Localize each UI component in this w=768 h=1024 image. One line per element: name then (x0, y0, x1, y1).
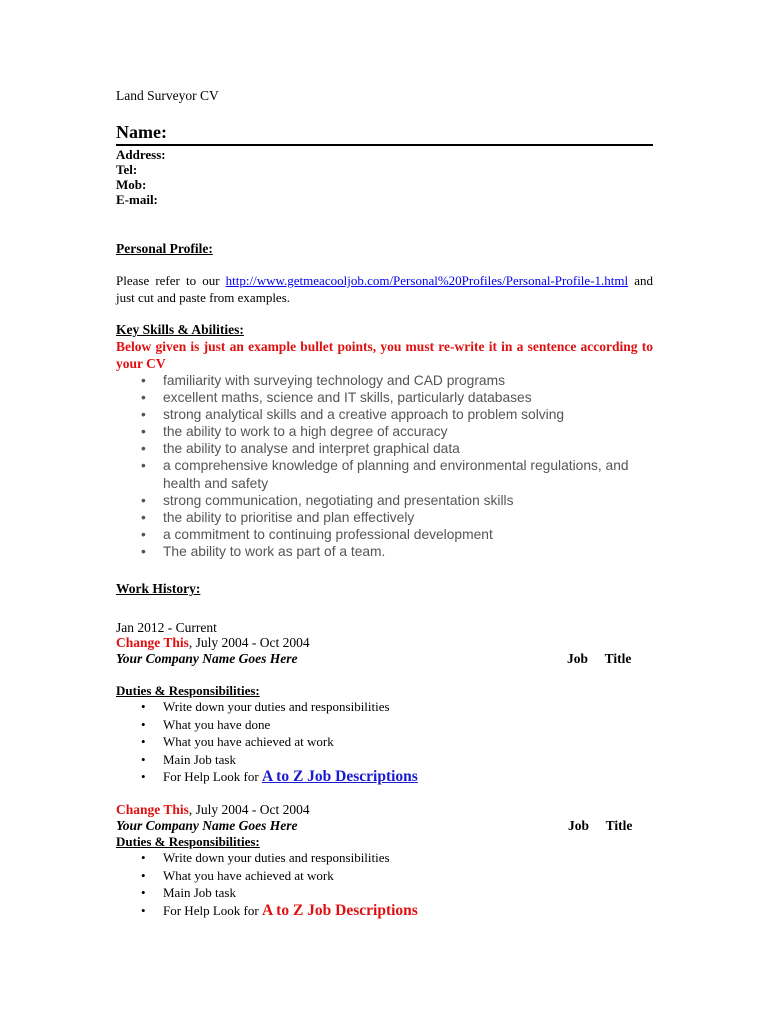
mob-label: Mob: (116, 177, 147, 192)
job1-date-line (116, 635, 310, 651)
skill-item: • the ability to work to a high degree of accuracy (116, 423, 653, 440)
skills-list (116, 372, 653, 560)
duty-item: • Write down your duties and responsibilities (116, 698, 653, 716)
duty-item: • Main Job task (116, 884, 653, 902)
duty-item-help (116, 902, 653, 920)
skill-item: • The ability to work as part of a team. (116, 543, 653, 560)
job2-duties-list (116, 849, 653, 919)
job2-duties-heading: Duties & Responsibilities: (116, 834, 260, 849)
job1-company: Your Company Name Goes Here (116, 651, 298, 666)
skills-warning: Below given is just an example bullet points, you must re-write it in a sentence according to your CV (116, 339, 653, 371)
job2-date-line (116, 802, 310, 818)
work-history-heading: Work History: (116, 581, 201, 596)
job2-help-prefix: For Help Look for (163, 902, 262, 918)
email-label: E-mail: (116, 192, 158, 207)
duty-item: • Main Job task (116, 751, 653, 769)
job1-duties-list (116, 698, 653, 786)
duty-item: • What you have achieved at work (116, 733, 653, 751)
job1-dates: , July 2004 - Oct 2004 (188, 635, 310, 650)
profile-text-after: and just cut and paste from examples. (116, 273, 653, 305)
job1-period: Jan 2012 - Current (116, 620, 217, 635)
skill-item: • the ability to analyse and interpret graphical data (116, 440, 653, 457)
profile-text (116, 273, 653, 306)
job2-change-label: Change This (116, 802, 189, 817)
job1-help-prefix: For Help Look for (163, 769, 262, 784)
name-divider (116, 144, 653, 146)
skill-item: • a comprehensive knowledge of planning and environmental regulations, and health and safety (116, 457, 653, 491)
duty-item-help (116, 768, 653, 786)
skill-item: • the ability to prioritise and plan effectively (116, 509, 653, 526)
job1-title: Job Title (567, 651, 632, 666)
duty-item: • What you have achieved at work (116, 867, 653, 885)
key-skills-heading: Key Skills & Abilities: (116, 322, 244, 337)
skill-item: • strong communication, negotiating and presentation skills (116, 492, 653, 509)
job2-dates: , July 2004 - Oct 2004 (188, 802, 310, 817)
job1-change-label: Change This (116, 635, 189, 650)
job1-help-link[interactable]: A to Z Job Descriptions (261, 768, 418, 785)
skill-item: • excellent maths, science and IT skills, particularly databases (116, 389, 653, 406)
document-title: Land Surveyor CV (116, 88, 219, 103)
job1-duties-heading: Duties & Responsibilities: (116, 683, 260, 698)
skill-item: • strong analytical skills and a creative approach to problem solving (116, 406, 653, 423)
personal-profile-heading: Personal Profile: (116, 241, 213, 256)
duty-item: • What you have done (116, 716, 653, 734)
duty-item: • Write down your duties and responsibilities (116, 849, 653, 867)
skill-item: • familiarity with surveying technology and CAD programs (116, 372, 653, 389)
profile-text-before: Please refer to our (116, 273, 226, 288)
name-label: Name: (116, 122, 167, 142)
address-label: Address: (116, 147, 166, 162)
job2-company: Your Company Name Goes Here (116, 818, 298, 833)
job2-help-link[interactable]: A to Z Job Descriptions (261, 901, 418, 919)
tel-label: Tel: (116, 162, 138, 177)
job2-title: Job Title (568, 818, 633, 833)
skill-item: • a commitment to continuing professional development (116, 526, 653, 543)
profile-link[interactable]: http://www.getmeacooljob.com/Personal%20Profiles/Personal-Profile-1.html (225, 273, 629, 288)
